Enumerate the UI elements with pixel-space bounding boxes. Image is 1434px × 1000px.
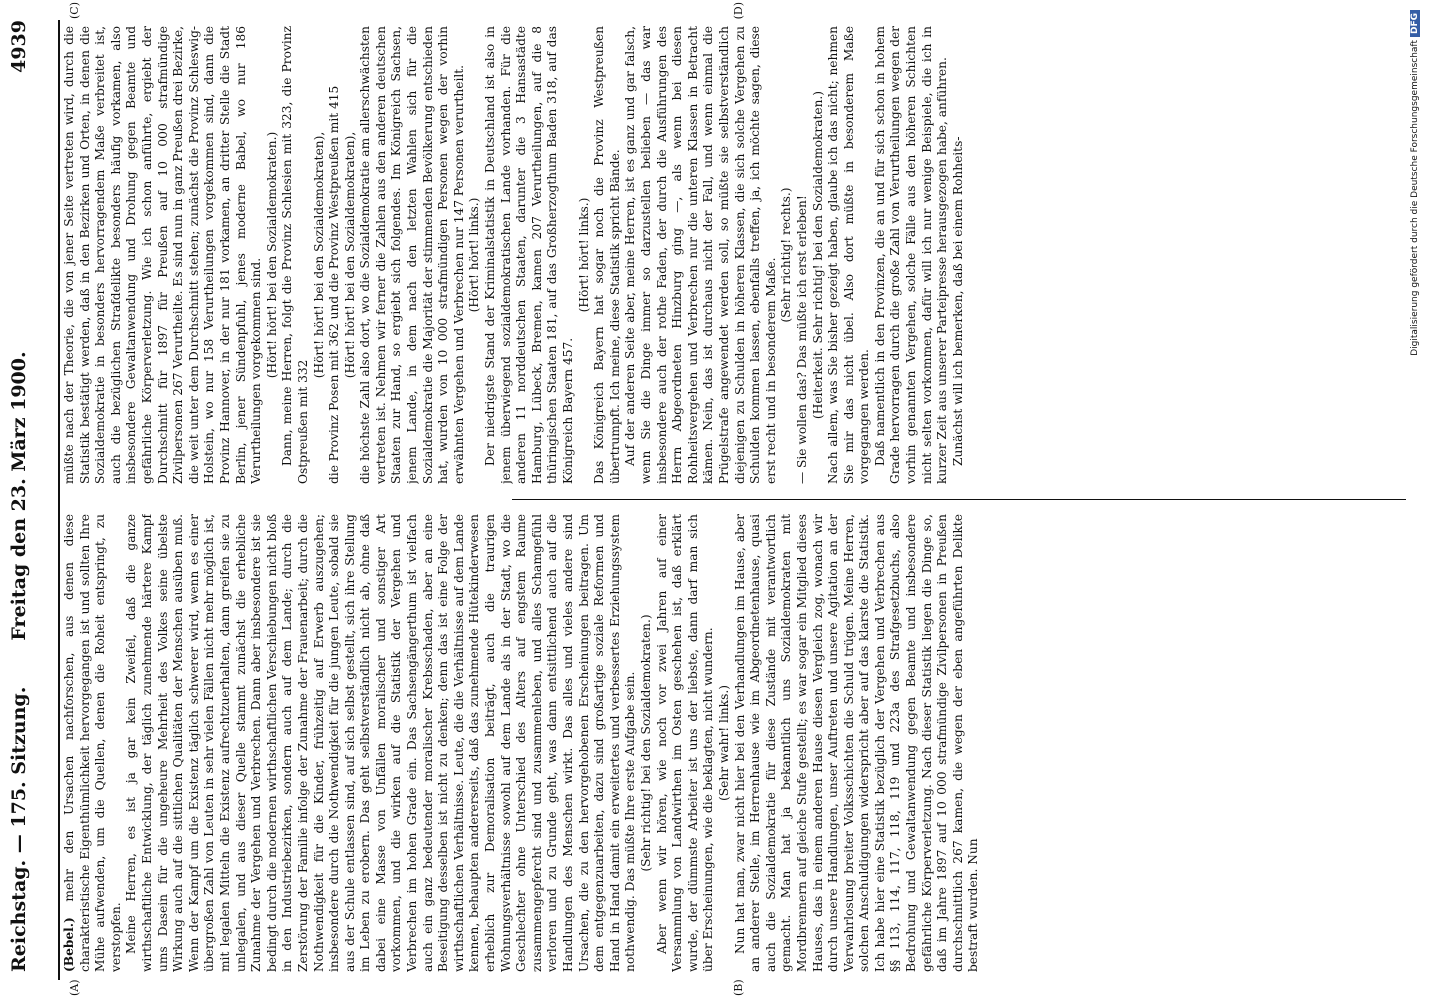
- paragraph: Daß namentlich in den Provinzen, die an und für sich schon in hohem Grade hervorragen durch die große Zahl von Verurtheilungen wegen der vorhin genannten Vergehen, solche Fälle aus den höheren Schichten nicht selten vorkommen, dafür will ich nur wenige Beispiele, die ich in kurzer Zeit aus unserer Parteipresse herausgezogen habe, anführen.: [872, 26, 950, 484]
- speaker-label: (Bebel.): [62, 917, 76, 972]
- interjection: (Hört! hört! links.): [576, 197, 591, 313]
- paragraph: die Provinz Posen mit 362 und die Provinz Westpreußen mit 415: [327, 85, 342, 484]
- interjection: — Sie wollen das? Das müßte ich erst erleben!: [794, 195, 809, 484]
- paragraph: mehr den Ursachen nachforschen, aus denen diese charakteristische Eigenthümlichkeit hervorgegangen ist und sollten Ihre Mühe aufwenden, um die Quellen, denen die Roheit entspringt, zu verstopfen.: [62, 514, 123, 972]
- interjection: (Heiterkeit. Sehr richtig! bei den Sozialdemokraten.): [810, 90, 825, 420]
- header-date: Freitag den 23. März 1900.: [8, 351, 30, 641]
- interjection: (Hört! hört! bei den Sozialdemokraten),: [311, 131, 326, 379]
- left-column: [62, 514, 1412, 972]
- margin-marker-a: (A): [68, 979, 81, 996]
- paragraph: Nun hat man, zwar nicht hier bei den Verhandlungen im Hause, aber an anderer Stelle, im Herrenhause wie im Abgeordnetenhause, quasi auch die Sozialdemokratie für diese Zustände mit verantwortlich gemacht. Man hat ja bekanntlich uns Sozialdemokraten mit Mordbrennern auf gleiche Stufe gestellt; es war sogar ein Mitglied dieses Hauses, das in einem anderen Hause diesen Vergleich zog, wonach wir durch unsere Handlungen, unser Auftreten und unsere Agitation an der Verwahrlosung breiter Volksschichten die Schuld trügen. Meine Herren, solchen Anschuldigungen widerspricht aber auf das klarste die Statistik. Ich habe hier eine Statistik bezüglich der Vergehen und Verbrechen aus §§ 113, 114, 117, 118, 119 und 223a des Strafgesetzbuchs, also Bedrohung und Gewaltanwendung gegen Beamte und insbesondere gefährliche Körperverletzung. Nach dieser Statistik liegen die Dinge so, daß im Jahre 1897 auf 10 000 strafmündige Zivilpersonen in Preußen durchschnittlich 267 kamen, die wegen der eben angeführten Delikte bestraft wurden. Nun: [732, 514, 981, 972]
- interjection: (Hört! hört! bei den Sozialdemokraten.): [264, 131, 279, 379]
- paragraph: Zunächst will ich bemerken, daß bei einem Rohheits-: [950, 136, 965, 466]
- header-left: Reichstag. — 175. Sitzung.: [8, 686, 30, 972]
- right-column: [62, 26, 1412, 484]
- digitization-credit: [1410, 10, 1420, 356]
- paragraph: Meine Herren, es ist ja gar kein Zweifel, daß die ganze wirthschaftliche Entwicklung, der täglich zunehmende härtere Kampf ums Dasein für die ungeheure Mehrheit des Volkes seine übelste Wirkung auch auf die sittlichen Qualitäten der Menschen ausüben muß. Wenn der Kampf um die Existenz täglich schwerer wird, wenn es einer übergroßen Zahl von Leuten in sehr vielen Fällen nicht mehr möglich ist, mit legalen Mitteln die Existenz aufrechtzuerhalten, dann greifen sie zu unlegalen, und aus dieser Quelle stammt zunächst die erhebliche Zunahme der Vergehen und Verbrechen. Dann aber insbesondere ist sie bedingt durch die modernen wirthschaftlichen Verschiebungen nicht bloß in den Industriebezirken, sondern auch auf dem Lande; durch die Zerstörung der Familie infolge der Zunahme der Frauenarbeit; durch die Nothwendigkeit für die Kinder, frühzeitig auf Erwerb auszugehen; insbesondere durch die Nothwendigkeit für die jungen Leute, sobald sie aus der Schule entlassen sind, auf sich selbst gestellt, sich ihre Stellung im Leben zu erobern. Das geht selbstverständlich nicht ab, ohne daß dabei eine Masse von Unfällen moralischer und sonstiger Art vorkommen, und die wirken auf die Statistik der Vergehen und Verbrechen im hohen Grade ein. Das Sachsengängerthum ist vielfach auch ein ganz bedeutender moralischer Krebsschaden, aber an eine Beseitigung desselben ist nicht zu denken; denn das ist eine Folge der wirthschaftlichen Verhältnisse. Leute, die die Verhältnisse auf dem Lande kennen, behaupten andererseits, daß das zunehmende Hütekinderwesen erheblich zur Demoralisation beiträgt, auch die traurigen Wohnungsverhältnisse sowohl auf dem Lande als in der Stadt, wo die Geschlechter ohne Unterschied des Alters auf engstem Raume zusammengepfercht sind und zusammenleben, und alles Schamgefühl verloren und zu Grunde geht, was dann entsittlichend auch auf die Handlungen des Menschen wirkt. Das alles und vieles andere sind Ursachen, die zu den hervorgehobenen Erscheinungen beitragen. Um dem entgegenzuarbeiten, dazu sind großartige soziale Reformen und Hand in Hand damit ein erweitertes und verbessertes Erziehungssystem nothwendig. Das müßte Ihre erste Aufgabe sein.: [124, 514, 638, 972]
- interjection: (Sehr richtig! bei den Sozialdemokraten.): [638, 614, 653, 872]
- interjection: (Hört! hört! bei den Sozialdemokraten),: [342, 131, 357, 379]
- interjection: (Sehr richtig! rechts.): [779, 187, 794, 323]
- paragraph: Auf der anderen Seite aber, meine Herren, ist es ganz und gar falsch, wenn Sie die Dinge immer so darzustellen belieben — das war insbesondere auch der rothe Faden, der durch die Ausführungen des Herrn Abgeordneten Hinzburg ging —, als wenn bei diesen Rohheitsvergehen und Verbrechen nur die unteren Klassen in Betracht kämen. Nein, das ist durchaus nicht der Fall, und wenn einmal die Prügelstrafe angewendet werden soll, so müßte sie selbstverständlich diejenigen zu Schulden in höheren Klassen, die sich solche Vergehen zu Schulden kommen lassen, ebenfalls treffen, ja, ich möchte sagen, diese erst recht und in besonderem Maße.: [623, 26, 778, 484]
- paragraph: Aber wenn wir hören, wie noch vor zwei Jahren auf einer Versammlung von Landwirthen im Osten geschehen ist, daß erklärt wurde, der dümmste Arbeiter ist uns der liebste, dann darf man sich über Erscheinungen, wie die beklagten, nicht wundern.: [654, 514, 716, 972]
- margin-marker-d: (D): [732, 2, 745, 20]
- dfg-badge: DFG: [1410, 10, 1420, 37]
- paragraph: Der niedrigste Stand der Kriminalstatistik in Deutschland ist also in jenem überwiegend sozialdemokratischen Lande vorhanden. Für die anderen 11 norddeutschen Staaten, darunter die 3 Hansastädte Hamburg, Lübeck, Bremen, kamen 207 Verurtheilungen, auf die 8 thüringischen Staaten 181, auf das Großherzogthum Baden 318, auf das Königreich Bayern 457.: [483, 26, 575, 484]
- margin-marker-c: (C): [68, 2, 81, 19]
- page-number: 4939: [8, 20, 30, 73]
- column-divider: [512, 499, 1406, 500]
- page-header: [4, 20, 48, 972]
- paragraph: Das Königreich Bayern hat sogar noch die Provinz Westpreußen übertrumpft. Ich meine, diese Statistik spricht Bände.: [592, 26, 622, 484]
- margin-marker-b: (B): [732, 979, 745, 996]
- paragraph: Dann, meine Herren, folgt die Provinz Schlesien mit 323, die Provinz Ostpreußen mit 332: [280, 26, 310, 484]
- paragraph: die höchste Zahl also dort, wo die Sozialdemokratie am allerschwächsten vertreten ist. Nehmen wir ferner die Zahlen aus den anderen deutschen Staaten zur Hand, so ergiebt sich folgendes. Im Königreich Sachsen, jenem Lande, in dem nach den letzten Wahlen sich für die Sozialdemokratie die Majorität der stimmenden Bevölkerung entschieden hat, wurden von 10 000 strafmündigen Personen wegen der vorhin erwähnten Vergehen und Verbrechen nur 147 Personen verurtheilt.: [358, 26, 466, 484]
- credit-text: Digitalisierung gefördert durch die Deutsche Forschungsgemeinschaft: [1410, 40, 1420, 356]
- header-rule: [58, 20, 60, 980]
- interjection: (Sehr wahr! links.): [716, 685, 731, 801]
- paragraph: Nach allem, was Sie bisher gezeigt haben, glaube ich das nicht; nehmen Sie mir das nicht übel. Also dort müßte in besonderem Maße vorgegangen werden.: [826, 26, 872, 484]
- interjection: (Hört! hört! links.): [467, 197, 482, 313]
- paragraph: müßte nach der Theorie, die von jener Seite vertreten wird, durch die Statistik bestätigt werden, daß in den Bezirken und Orten, in denen die Sozialdemokratie in besonders hervorragendem Maße verbreitet ist, auch die bezüglichen Strafdelikte besonders häufig vorkamen, also insbesondere Gewaltanwendung und Drohung gegen Beamte und gefährliche Körperverletzung. Wie ich schon anführte, ergiebt der Durchschnitt für 1897 für Preußen auf 10 000 strafmündige Zivilpersonen 267 Verurtheilte. Es sind nun in ganz Preußen drei Bezirke, die weit unter dem Durchschnitt stehen; zunächst die Provinz Schleswig-Holstein, wo nur 158 Verurtheilungen vorgekommen sind, dann die Provinz Hannover, in der nur 181 vorkamen, an dritter Stelle die Stadt Berlin, jener Sündenpfuhl, jenes moderne Babel, wo nur 186 Verurtheilungen vorgekommen sind.: [62, 26, 264, 484]
